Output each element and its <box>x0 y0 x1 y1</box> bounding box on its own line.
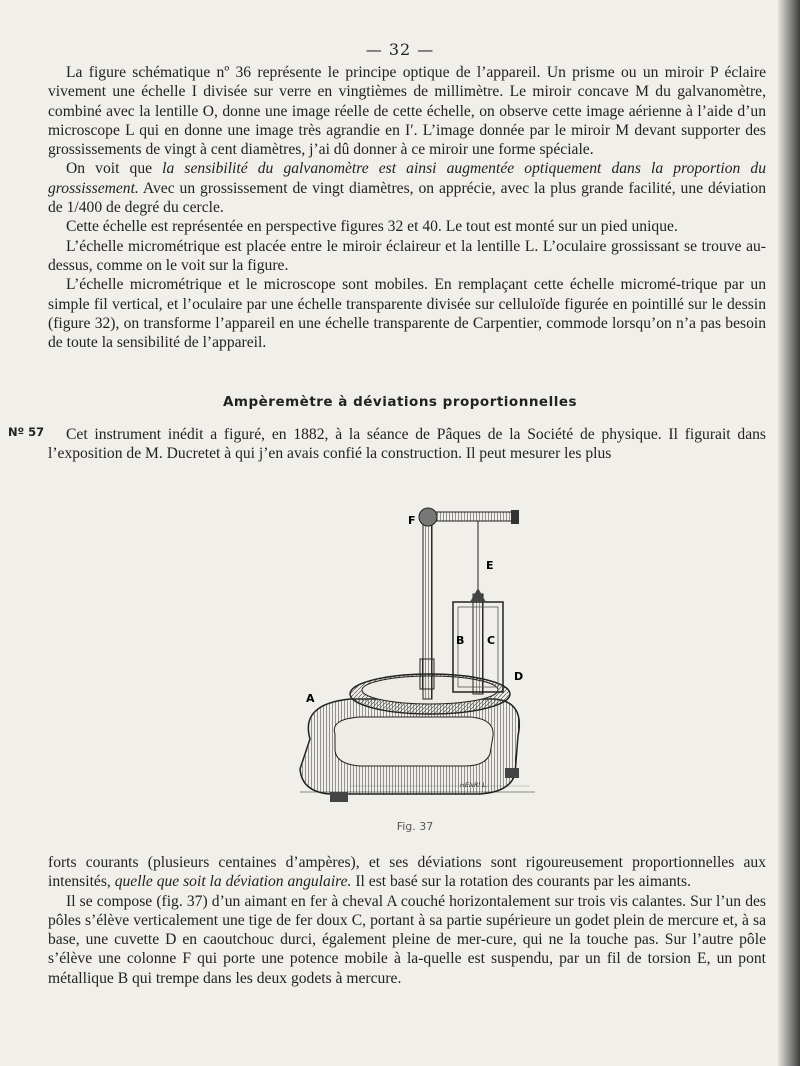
paragraph-sensitivity <box>48 159 766 217</box>
text-block-intro <box>48 425 766 464</box>
paragraph-micrometric-scale: L’échelle micrométrique est placée entre le miroir éclaireur et la lentille L. L’oculaire grossissant se trouve au-dessus, comme on le voit sur la figure. <box>48 237 766 274</box>
text-block-top <box>48 63 766 352</box>
figure-label-a: A <box>306 692 315 705</box>
figure-label-b: B <box>456 634 465 647</box>
sensitivity-italic: la sensibilité du galvanomètre est ainsi augmentée optiquement dans la proportion du grossissement. <box>48 160 766 197</box>
page-number: — 32 — <box>365 40 435 59</box>
section-heading: Ampèremètre à déviations proportionnelles <box>222 394 578 410</box>
paragraph-perspective: Cette échelle est représentée en perspective figures 32 et 40. Le tout est monté sur un pied unique. <box>66 218 678 236</box>
figure-caption: Fig. 37 <box>396 820 434 833</box>
text-block-bottom <box>48 853 766 988</box>
paragraph-continuation <box>48 853 766 892</box>
sensitivity-rest: Avec un grossissement de vingt diamètres, on apprécie, avec la plus grande facilité, une déviation de 1/400 de degré du cercle. <box>48 179 766 217</box>
ammeter-engraving <box>290 474 540 814</box>
continuation-italic: quelle que soit la déviation angulaire. <box>114 873 352 891</box>
page-edge-shadow <box>778 0 800 1066</box>
paragraph-mobile-scale: L’échelle micrométrique et le microscope sont mobiles. En remplaçant cette échelle micromé-trique par un simple fil vertical, et l’oculaire par une échelle transparente divisée sur celluloïde figurée en pointillé sur le dessin (figure 32), on transforme l’appareil en une échelle transparente de Carpentier, commode lorsqu’on n’a pas besoin de toute la sensibilité de l’appareil. <box>48 276 766 352</box>
paragraph-composition: Il se compose (fig. 37) d’un aimant en fer à cheval A couché horizontalement sur trois vis calantes. Sur l’un des pôles s’élève verticalement une tige de fer doux C, portant à sa partie supérieure un godet plein de mercure et, à sa base, une cuvette D en caoutchouc durci, également pleine de mer-cure, qui ne la touche pas. Sur l’autre pôle s’élève une colonne F qui porte une potence mobile à la-quelle est suspendu, par un fil de torsion E, un pont métallique B qui trempe dans les deux godets à mercure. <box>48 892 766 987</box>
margin-number: Nº 57 <box>8 425 45 439</box>
continuation-lead: forts courants (plusieurs centaines d’ampères), et ses déviations sont rigoureusement proportionnelles aux intensités, <box>48 854 766 891</box>
paragraph-optical-principle: La figure schématique nº 36 représente le principe optique de l’appareil. Un prisme ou un miroir P éclaire vivement une échelle I divisée sur verre en vingtièmes de millimètre. Le miroir concave M du galvanomètre, combiné avec la lentille O, donne une image réelle de cette échelle, on observe cette image aérienne à l’aide d’un microscope L qui en donne une image très agrandie en I′. L’image donnée par le miroir M devant supporter des grossissements de vingt à cent diamètres, j’ai dû donner à ce miroir une forme spéciale. <box>48 64 766 159</box>
engraver-signature: HENRI L. <box>460 781 489 789</box>
paragraph-instrument-intro: Cet instrument inédit a figuré, en 1882, à la séance de Pâques de la Société de physique. Il figurait dans l’exposition de M. Ducretet à qui j’en avais confié la construction. Il peut mesurer les plus <box>48 426 766 463</box>
continuation-rest: Il est basé sur la rotation des courants par les aimants. <box>351 873 691 891</box>
figure-label-c: C <box>487 634 496 647</box>
figure-label-d: D <box>514 670 524 683</box>
figure-label-f: F <box>408 514 416 527</box>
figure-label-e: E <box>486 559 494 572</box>
sensitivity-lead: On voit que <box>66 160 163 178</box>
